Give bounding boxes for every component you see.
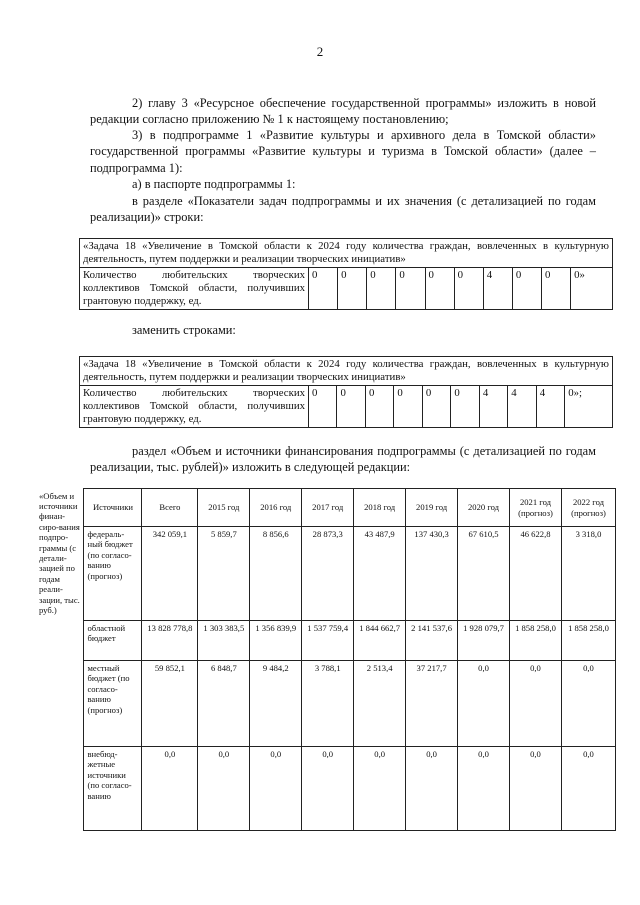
amount-cell: 2 141 537,6 xyxy=(406,621,458,661)
amount-cell: 342 059,1 xyxy=(142,527,198,621)
table-row xyxy=(36,527,616,621)
amount-cell: 0,0 xyxy=(250,747,302,831)
amount-cell: 9 484,2 xyxy=(250,661,302,747)
task-cell: «Задача 18 «Увеличение в Томской области к 2024 году количества граждан, вовлеченных в культурную деятельность, путем поддержки и реализации творческих инициатив» xyxy=(80,239,613,268)
indicators-table-new xyxy=(79,356,613,428)
value-cell: 0 xyxy=(542,268,571,310)
column-header: 2015 год xyxy=(198,489,250,527)
column-header: Всего xyxy=(142,489,198,527)
financing-lead-cell: «Объем и источники финан-сиро-вания подпро-граммы (с детали-зацией по годам реали-зации, тыс. руб.) xyxy=(36,489,84,831)
paragraph-chapter-3: 2) главу 3 «Ресурсное обеспечение государственной программы» изложить в новой редакции согласно приложению № 1 к настоящему постановлению; xyxy=(90,96,596,127)
amount-cell: 37 217,7 xyxy=(406,661,458,747)
amount-cell: 46 622,8 xyxy=(510,527,562,621)
amount-cell: 0,0 xyxy=(198,747,250,831)
column-header: 2022 год (прогноз) xyxy=(561,489,615,527)
amount-cell: 137 430,3 xyxy=(406,527,458,621)
column-header: 2021 год (прогноз) xyxy=(510,489,562,527)
amount-cell: 13 828 778,8 xyxy=(142,621,198,661)
amount-cell: 0,0 xyxy=(561,747,615,831)
value-cell: 0 xyxy=(451,386,479,428)
amount-cell: 0,0 xyxy=(561,661,615,747)
amount-cell: 1 303 383,5 xyxy=(198,621,250,661)
value-cell: 0 xyxy=(367,268,396,310)
value-cell: 0»; xyxy=(565,386,613,428)
value-cell: 0 xyxy=(365,386,393,428)
amount-cell: 1 537 759,4 xyxy=(302,621,354,661)
amount-cell: 5 859,7 xyxy=(198,527,250,621)
amount-cell: 43 487,9 xyxy=(354,527,406,621)
column-header: 2018 год xyxy=(354,489,406,527)
source-cell: областной бюджет xyxy=(84,621,142,661)
source-cell: местный бюджет (по согласо-ванию (прогноз) xyxy=(84,661,142,747)
value-cell: 4 xyxy=(479,386,507,428)
amount-cell: 28 873,3 xyxy=(302,527,354,621)
source-cell: внебюд-жетные источники (по согласо-ванию xyxy=(84,747,142,831)
value-cell: 0 xyxy=(337,386,365,428)
amount-cell: 3 318,0 xyxy=(561,527,615,621)
indicator-cell: Количество любительских творческих коллективов Томской области, получивших грантовую поддержку, ед. xyxy=(80,386,309,428)
indicators-table-old xyxy=(79,238,613,310)
value-cell: 0 xyxy=(425,268,454,310)
column-header: 2019 год xyxy=(406,489,458,527)
amount-cell: 0,0 xyxy=(510,747,562,831)
amount-cell: 3 788,1 xyxy=(302,661,354,747)
amount-cell: 6 848,7 xyxy=(198,661,250,747)
value-cell: 4 xyxy=(508,386,536,428)
paragraph-indicators-section: в разделе «Показатели задач подпрограммы и их значения (с детализацией по годам реализации)» строки: xyxy=(90,194,596,225)
table-row xyxy=(36,621,616,661)
value-cell: 0 xyxy=(512,268,541,310)
column-header: Источники xyxy=(84,489,142,527)
amount-cell: 8 856,6 xyxy=(250,527,302,621)
column-header: 2016 год xyxy=(250,489,302,527)
value-cell: 0 xyxy=(309,386,337,428)
amount-cell: 0,0 xyxy=(458,747,510,831)
amount-cell: 1 928 079,7 xyxy=(458,621,510,661)
column-header: 2017 год xyxy=(302,489,354,527)
paragraph-subprogram-1: 3) в подпрограмме 1 «Развитие культуры и архивного дела в Томской области» государственной программы «Развитие культуры и туризма в Томской области» (далее – подпрограмма 1): xyxy=(90,128,596,175)
table-row xyxy=(36,661,616,747)
amount-cell: 0,0 xyxy=(302,747,354,831)
value-cell: 0 xyxy=(394,386,422,428)
column-header: 2020 год xyxy=(458,489,510,527)
indicator-cell: Количество любительских творческих коллективов Томской области, получивших грантовую поддержку, ед. xyxy=(80,268,309,310)
task-cell: «Задача 18 «Увеличение в Томской области к 2024 году количества граждан, вовлеченных в культурную деятельность, путем поддержки и реализации творческих инициатив» xyxy=(80,357,613,386)
paragraph-financing-section: раздел «Объем и источники финансирования подпрограммы (с детализацией по годам реализации, тыс. рублей)» изложить в следующей редакции: xyxy=(90,444,596,475)
value-cell: 0 xyxy=(454,268,483,310)
amount-cell: 67 610,5 xyxy=(458,527,510,621)
amount-cell: 1 858 258,0 xyxy=(510,621,562,661)
value-cell: 0 xyxy=(422,386,450,428)
amount-cell: 1 858 258,0 xyxy=(561,621,615,661)
amount-cell: 0,0 xyxy=(510,661,562,747)
page-number: 2 xyxy=(316,44,324,59)
amount-cell: 1 356 839,9 xyxy=(250,621,302,661)
amount-cell: 1 844 662,7 xyxy=(354,621,406,661)
value-cell: 4 xyxy=(536,386,564,428)
source-cell: федераль-ный бюджет (по согласо-ванию (прогноз) xyxy=(84,527,142,621)
value-cell: 0 xyxy=(396,268,425,310)
amount-cell: 59 852,1 xyxy=(142,661,198,747)
table-row xyxy=(36,747,616,831)
value-cell: 0» xyxy=(571,268,613,310)
amount-cell: 0,0 xyxy=(142,747,198,831)
financing-table xyxy=(36,488,616,831)
paragraph-replace: заменить строками: xyxy=(132,323,236,337)
amount-cell: 0,0 xyxy=(406,747,458,831)
value-cell: 0 xyxy=(338,268,367,310)
amount-cell: 2 513,4 xyxy=(354,661,406,747)
amount-cell: 0,0 xyxy=(458,661,510,747)
value-cell: 4 xyxy=(483,268,512,310)
value-cell: 0 xyxy=(309,268,338,310)
paragraph-passport: а) в паспорте подпрограммы 1: xyxy=(132,177,296,191)
amount-cell: 0,0 xyxy=(354,747,406,831)
